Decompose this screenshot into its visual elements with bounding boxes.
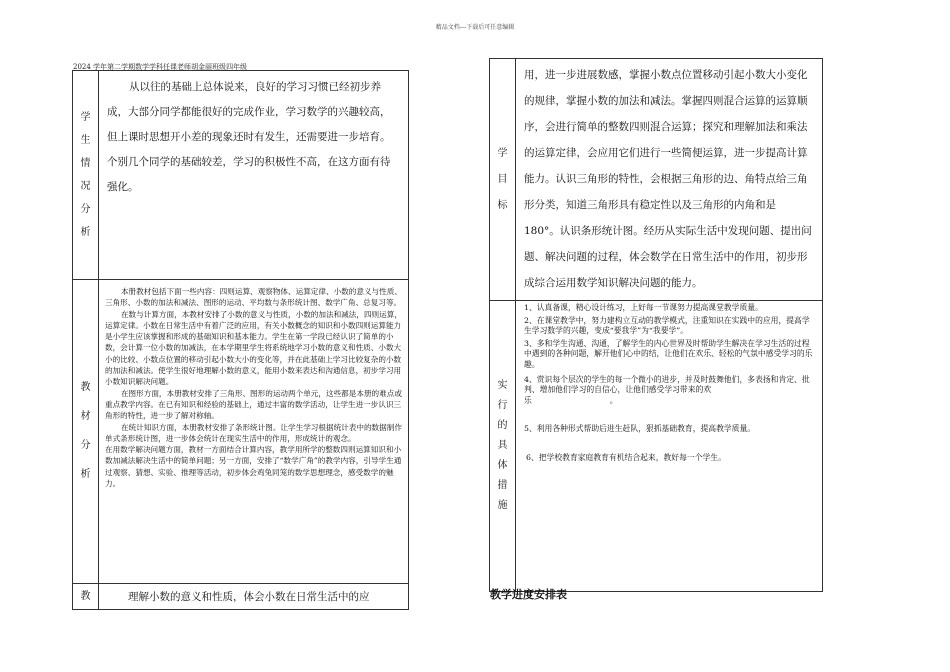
- header-year: 2024: [73, 63, 91, 71]
- material-paragraph: 在统计知识方面，本册教材安排了条形统计图。让学生学习根据统计表中的数据制作单式条形统计图，进一步体会统计在现实生活中的作用，形成统计的观念。: [105, 422, 402, 443]
- measure-item: 6、把学校教育家庭教育有机结合起来，教好每一个学生。: [526, 452, 726, 462]
- material-analysis-label: 教 材 分 析: [73, 280, 99, 584]
- measure-item: 1、认真备课，精心设计练习，上好每一节课努力提高课堂教学质量。: [524, 303, 763, 312]
- right-plan-table: [489, 58, 823, 592]
- goal-text: 用，进一步进展数感，掌握小数点位置移动引起小数大小变化的规律，掌握小数的加法和减法。掌握四则混合运算的运算顺序，会进行简单的整数四则混合运算；探究和理解加法和乘法的运算定律，会应用它们进行一些简便运算，进一步提高计算能力。认识三角形的特性，会根据三角形的边、角特点给三角形分类，知道三角形具有稳定性以及三角形的内角和是 180°。认识条形统计图。经历从实际生活中发现问题、提出问题、解决问题的过程，体会数学在日常生活中的作用，初步形成综合运用数学知识解决问题的能力。: [516, 59, 823, 301]
- page-top-note: 精品文档---下载后可任意编辑: [435, 24, 515, 31]
- measures-list: [516, 301, 823, 592]
- header-grade: 四年级: [226, 63, 248, 71]
- material-analysis-text: [99, 280, 409, 584]
- header-text3: 班级: [212, 63, 227, 71]
- measure-item: 2、在课堂教学中，努力建构立互动的教学模式，注重知识在实践中的应用，提高学生学习数学的兴趣，变成“要我学”为“我要学”。: [524, 315, 810, 336]
- header-text2: 数学学科任课老师: [135, 63, 192, 71]
- goal-label-start: 教: [73, 584, 99, 610]
- schedule-title: 教学进度安排表: [490, 588, 567, 601]
- material-paragraph: 在数与计算方面，本教材安排了小数的意义与性质，小数的加法和减法，四则运算，运算定律。小数在日常生活中有着广泛的应用，有关小数概念的知识和小数四则运算能力是小学生应该掌握和形成的基础知识和基本能力。学生在第一学段已经认识了简单的小数，会计算一位小数的加减法，在本学期里学生将系统地学习小数的意义和性质、小数大小的比较、小数点位置的移动引起小数大小的变化等，并在此基础上学习比较复杂的小数的加法和减法。使学生很好地理解小数的意义，能用小数来表达和沟通信息，初步学习用小数知识解决问题。: [105, 309, 402, 387]
- student-analysis-label: 学 生 情 况 分 析: [73, 71, 99, 280]
- measure-item: 5、利用各种形式帮助后进生赶队，狠抓基础教育，提高教学质量。: [524, 424, 756, 434]
- goal-text-start: 理解小数的意义和性质，体会小数在日常生活中的应: [99, 584, 409, 610]
- measure-item: 4、赏识每个层次的学生的每一个微小的进步，并及时鼓舞他们，多表扬和肯定、批判、增加他们学习的自信心，让他们感受学习带来的欢 乐 。: [524, 374, 810, 405]
- goal-label: 学 目 标: [490, 59, 516, 301]
- material-paragraph: 在图形方面，本册教材安排了三角形、图形的运动两个单元，这些都是本册的难点或重点教学内容。在已有知识和经验的基础上，通过丰富的数学活动，让学生进一步认识三角形的特性，进一步了解对称轴。: [105, 388, 402, 421]
- left-plan-table: [72, 70, 409, 610]
- material-paragraph: 在用数学解决问题方面，教材一方面结合计算内容，教学用所学的整数四则运算知识和小数加减法解决生活中的简单问题；另一方面，安排了“数学广角”的教学内容，引导学生通过观察、猜想、实验、推理等活动，初步体会鸡兔同笼的数学思想理念，感受数学的魅力。: [105, 445, 402, 489]
- measures-label: 实 行 的 具 体 措 施: [490, 301, 516, 592]
- material-paragraph: 本册教材包括下面一些内容：四则运算、观察物体、运算定律、小数的意义与性质、三角形、小数的加法和减法、图形的运动、平均数与条形统计图、数学广角、总复习等。: [105, 287, 402, 308]
- student-analysis-text: 从以往的基础上总体说来，良好的学习习惯已经初步养成，大部分同学都能很好的完成作业，学习数学的兴趣较高，但上课时思想开小差的现象还时有发生，还需要进一步培育。个别几个同学的基础较差，学习的积极性不高，在这方面有待强化。: [99, 71, 409, 280]
- header-semester: 第二学期: [107, 63, 136, 71]
- header-teacher: 胡金丽: [191, 63, 213, 71]
- measure-item: 3、多和学生沟通、沟通，了解学生的内心世界及时帮助学生解决在学习生活的过程中遇到的各种问题，解开他们心中的结，让他们在欢乐、轻松的气氛中感受学习的乐趣。: [524, 338, 813, 369]
- header-text1: 学年: [90, 63, 108, 71]
